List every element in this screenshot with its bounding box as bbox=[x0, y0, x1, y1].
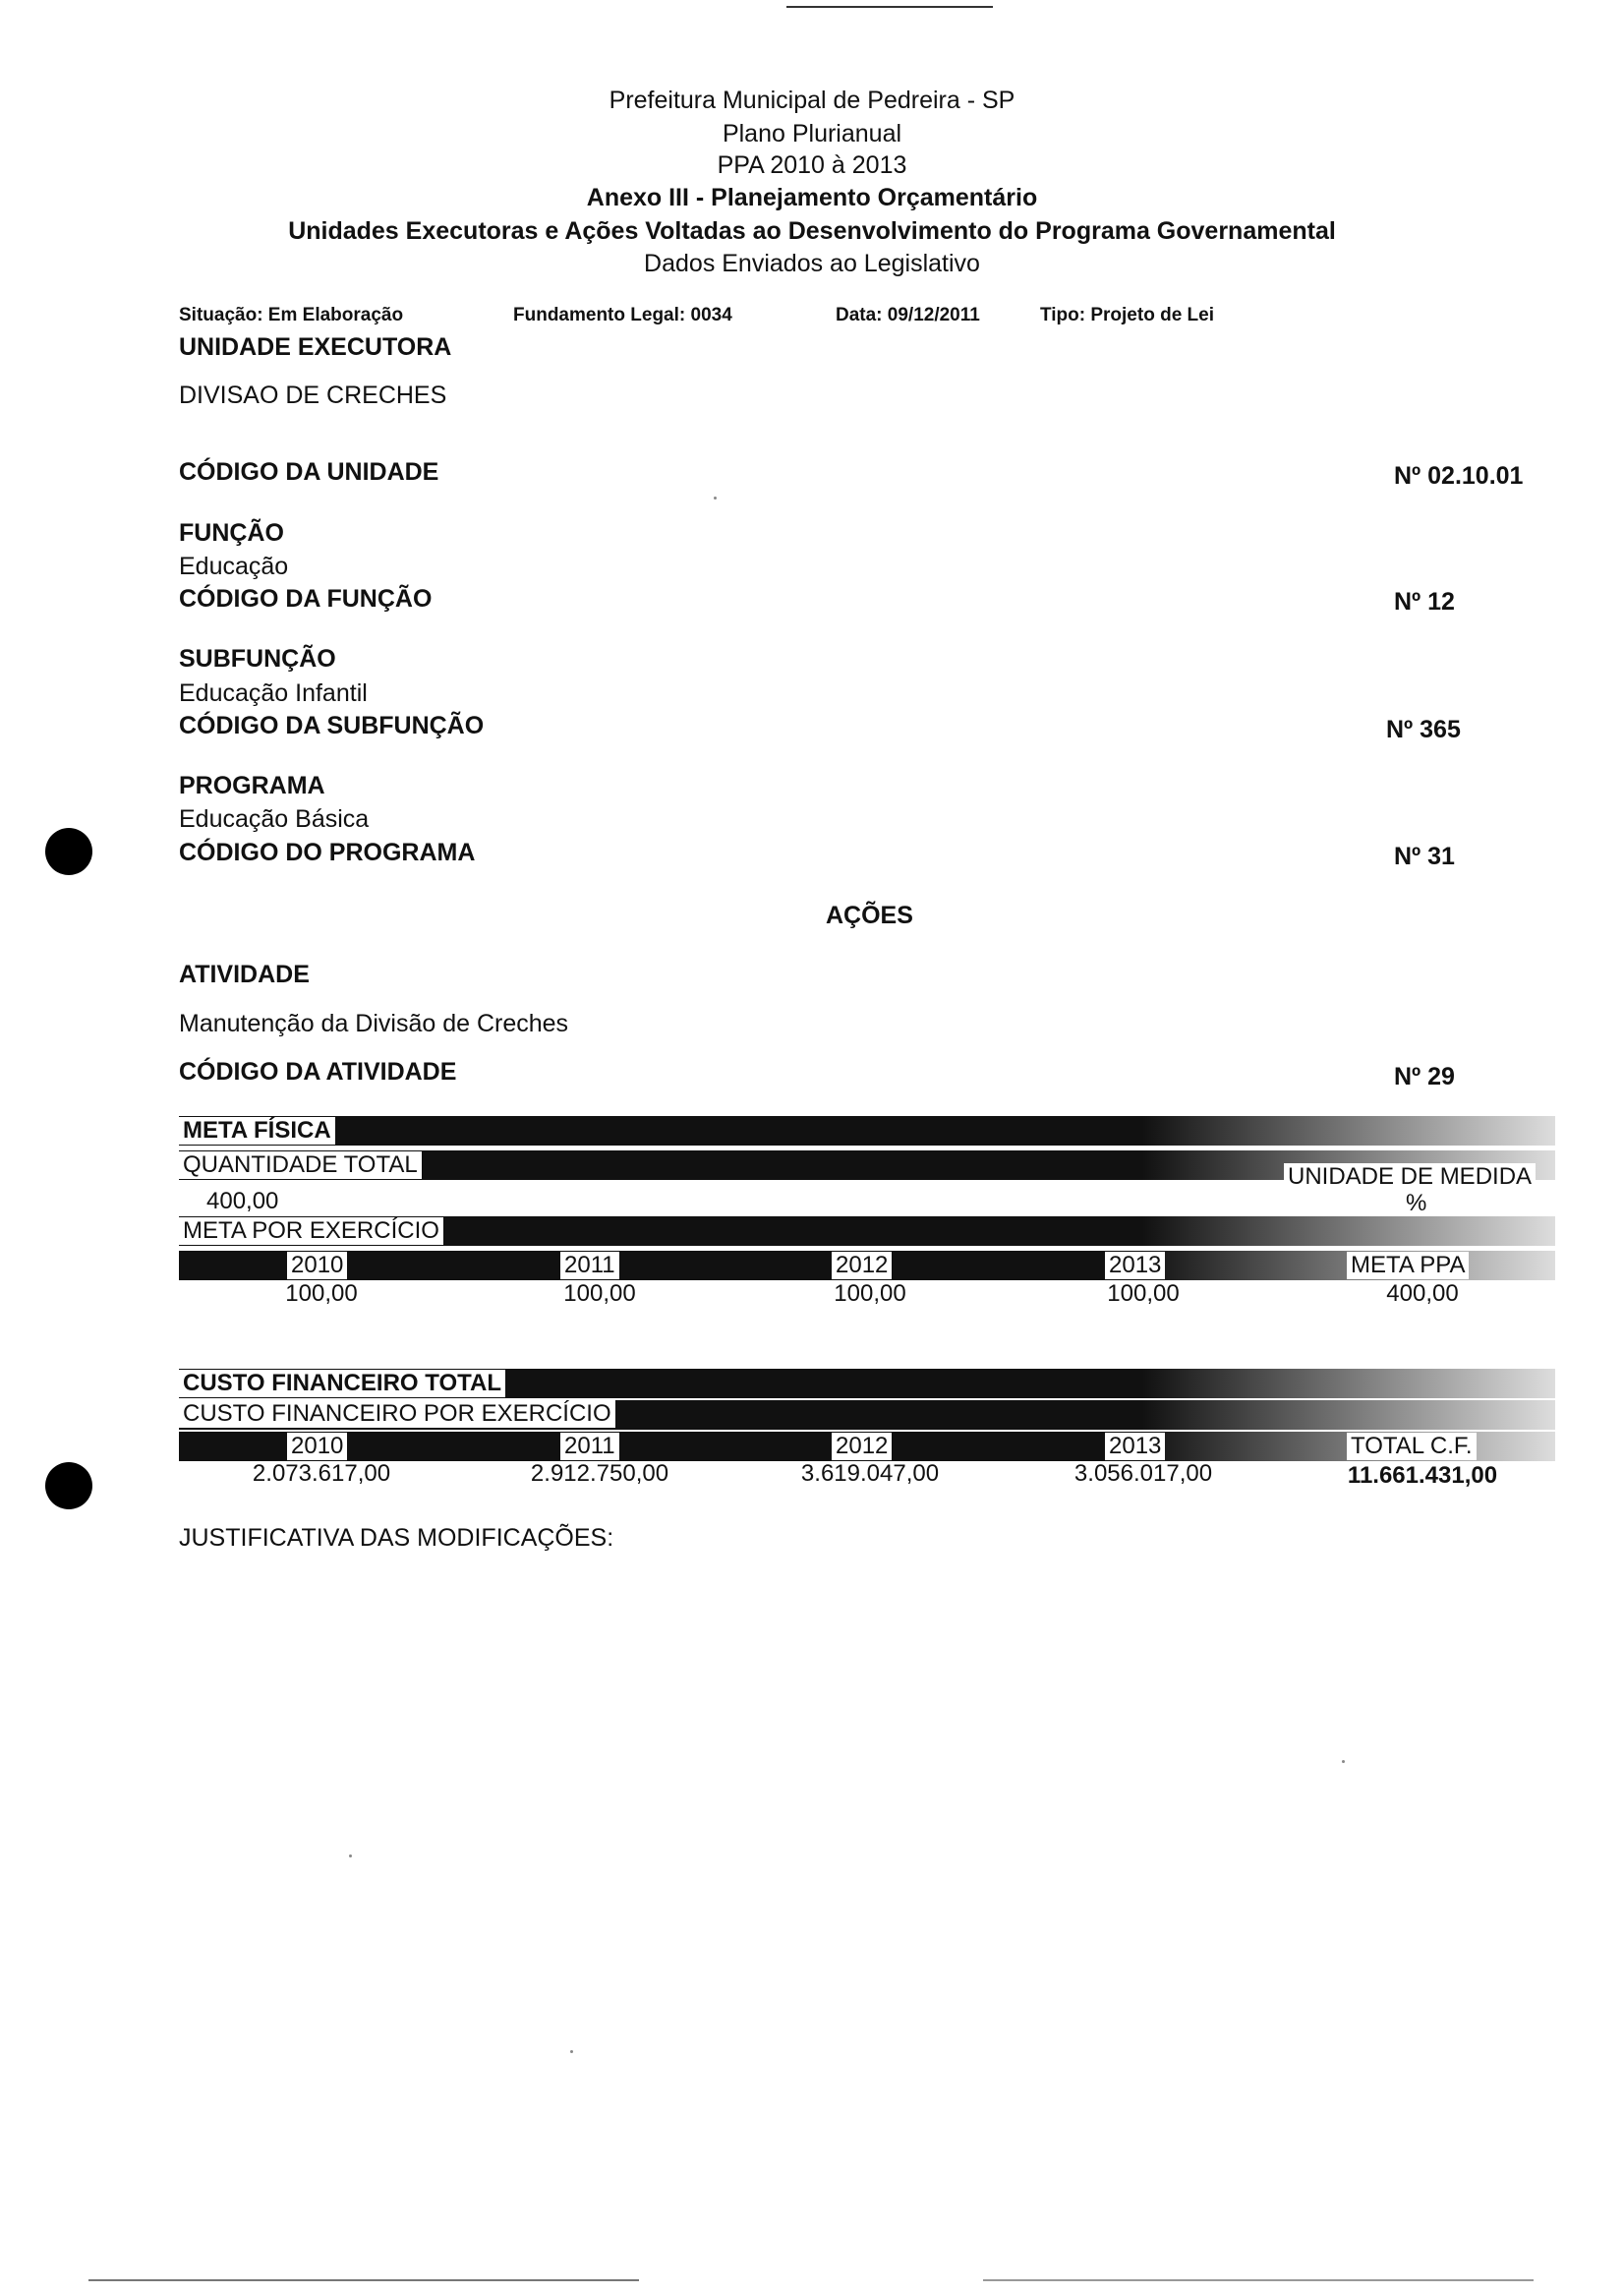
acoes-heading: AÇÕES bbox=[826, 902, 913, 929]
subfuncao-code-label: CÓDIGO DA SUBFUNÇÃO bbox=[179, 712, 485, 739]
funcao-name: Educação bbox=[179, 553, 289, 580]
tipo-text: Tipo: Projeto de Lei bbox=[1040, 305, 1214, 325]
meta-ppa-label: META PPA bbox=[1347, 1252, 1469, 1279]
unidade-medida-value: % bbox=[1406, 1190, 1427, 1216]
custo-year-2011-label: 2011 bbox=[560, 1433, 619, 1460]
subfuncao-heading: SUBFUNÇÃO bbox=[179, 645, 336, 673]
custo-exercicio-label: CUSTO FINANCEIRO POR EXERCÍCIO bbox=[179, 1400, 615, 1428]
header-subtitle: Unidades Executoras e Ações Voltadas ao Desenvolvimento do Programa Governamental bbox=[288, 217, 1336, 245]
unidade-medida-label: UNIDADE DE MEDIDA bbox=[1284, 1163, 1536, 1191]
unidade-code-value: Nº 02.10.01 bbox=[1394, 462, 1524, 490]
quantidade-label: QUANTIDADE TOTAL bbox=[179, 1151, 422, 1179]
scan-speck bbox=[714, 497, 717, 500]
funcao-heading: FUNÇÃO bbox=[179, 519, 284, 547]
programa-heading: PROGRAMA bbox=[179, 772, 325, 799]
header-municipality: Prefeitura Municipal de Pedreira - SP bbox=[609, 87, 1015, 114]
total-cf-value: 11.661.431,00 bbox=[1347, 1462, 1498, 1489]
situacao-text: Situação: Em Elaboração bbox=[179, 305, 404, 325]
unidade-name: DIVISAO DE CRECHES bbox=[179, 382, 447, 409]
programa-name: Educação Básica bbox=[179, 805, 370, 833]
header-period: PPA 2010 à 2013 bbox=[717, 151, 907, 179]
meta-fisica-heading: META FÍSICA bbox=[179, 1117, 335, 1145]
fundamento-text: Fundamento Legal: 0034 bbox=[513, 305, 732, 325]
scan-speck bbox=[1342, 1760, 1345, 1763]
funcao-code-label: CÓDIGO DA FUNÇÃO bbox=[179, 585, 433, 613]
subfuncao-code-value: Nº 365 bbox=[1386, 716, 1461, 743]
meta-year-2013-label: 2013 bbox=[1105, 1252, 1165, 1279]
atividade-code-value: Nº 29 bbox=[1394, 1063, 1455, 1090]
quantidade-value: 400,00 bbox=[206, 1188, 279, 1214]
meta-year-2011-value: 100,00 bbox=[563, 1280, 636, 1307]
scan-artifact-bottom-right bbox=[983, 2279, 1534, 2281]
unidade-code-label: CÓDIGO DA UNIDADE bbox=[179, 458, 439, 486]
atividade-code-label: CÓDIGO DA ATIVIDADE bbox=[179, 1058, 457, 1086]
total-cf-label: TOTAL C.F. bbox=[1347, 1433, 1477, 1460]
header-plan: Plano Plurianual bbox=[722, 120, 902, 147]
meta-year-2012-value: 100,00 bbox=[834, 1280, 906, 1307]
programa-code-value: Nº 31 bbox=[1394, 843, 1455, 870]
custo-year-2013-value: 3.056.017,00 bbox=[1073, 1460, 1213, 1487]
scan-artifact-top bbox=[786, 6, 993, 8]
meta-year-2010-label: 2010 bbox=[287, 1252, 347, 1279]
atividade-name: Manutenção da Divisão de Creches bbox=[179, 1010, 569, 1037]
punch-hole-top bbox=[45, 828, 92, 875]
punch-hole-bottom bbox=[45, 1462, 92, 1509]
meta-exercicio-label: META POR EXERCÍCIO bbox=[179, 1217, 443, 1245]
meta-fisica-bar bbox=[179, 1116, 1555, 1146]
custo-year-2013-label: 2013 bbox=[1105, 1433, 1165, 1460]
meta-year-2011-label: 2011 bbox=[560, 1252, 619, 1279]
unidade-heading: UNIDADE EXECUTORA bbox=[179, 333, 452, 361]
programa-code-label: CÓDIGO DO PROGRAMA bbox=[179, 839, 476, 866]
custo-year-2012-label: 2012 bbox=[832, 1433, 892, 1460]
data-text: Data: 09/12/2011 bbox=[836, 305, 980, 325]
meta-year-2013-value: 100,00 bbox=[1107, 1280, 1180, 1307]
scan-speck bbox=[570, 2050, 573, 2053]
subfuncao-name: Educação Infantil bbox=[179, 679, 368, 707]
header-annex: Anexo III - Planejamento Orçamentário bbox=[586, 184, 1038, 211]
custo-year-2010-value: 2.073.617,00 bbox=[252, 1460, 391, 1487]
custo-year-2010-label: 2010 bbox=[287, 1433, 347, 1460]
meta-ppa-value: 400,00 bbox=[1386, 1280, 1459, 1307]
scan-artifact-bottom-left bbox=[88, 2279, 639, 2281]
custo-total-heading: CUSTO FINANCEIRO TOTAL bbox=[179, 1370, 505, 1397]
atividade-heading: ATIVIDADE bbox=[179, 961, 310, 988]
justificativa-label: JUSTIFICATIVA DAS MODIFICAÇÕES: bbox=[179, 1524, 614, 1552]
meta-year-2010-value: 100,00 bbox=[285, 1280, 358, 1307]
header-sent: Dados Enviados ao Legislativo bbox=[644, 250, 980, 277]
custo-year-2011-value: 2.912.750,00 bbox=[530, 1460, 669, 1487]
funcao-code-value: Nº 12 bbox=[1394, 588, 1455, 616]
custo-year-2012-value: 3.619.047,00 bbox=[800, 1460, 940, 1487]
meta-year-2012-label: 2012 bbox=[832, 1252, 892, 1279]
scan-speck bbox=[349, 1854, 352, 1857]
